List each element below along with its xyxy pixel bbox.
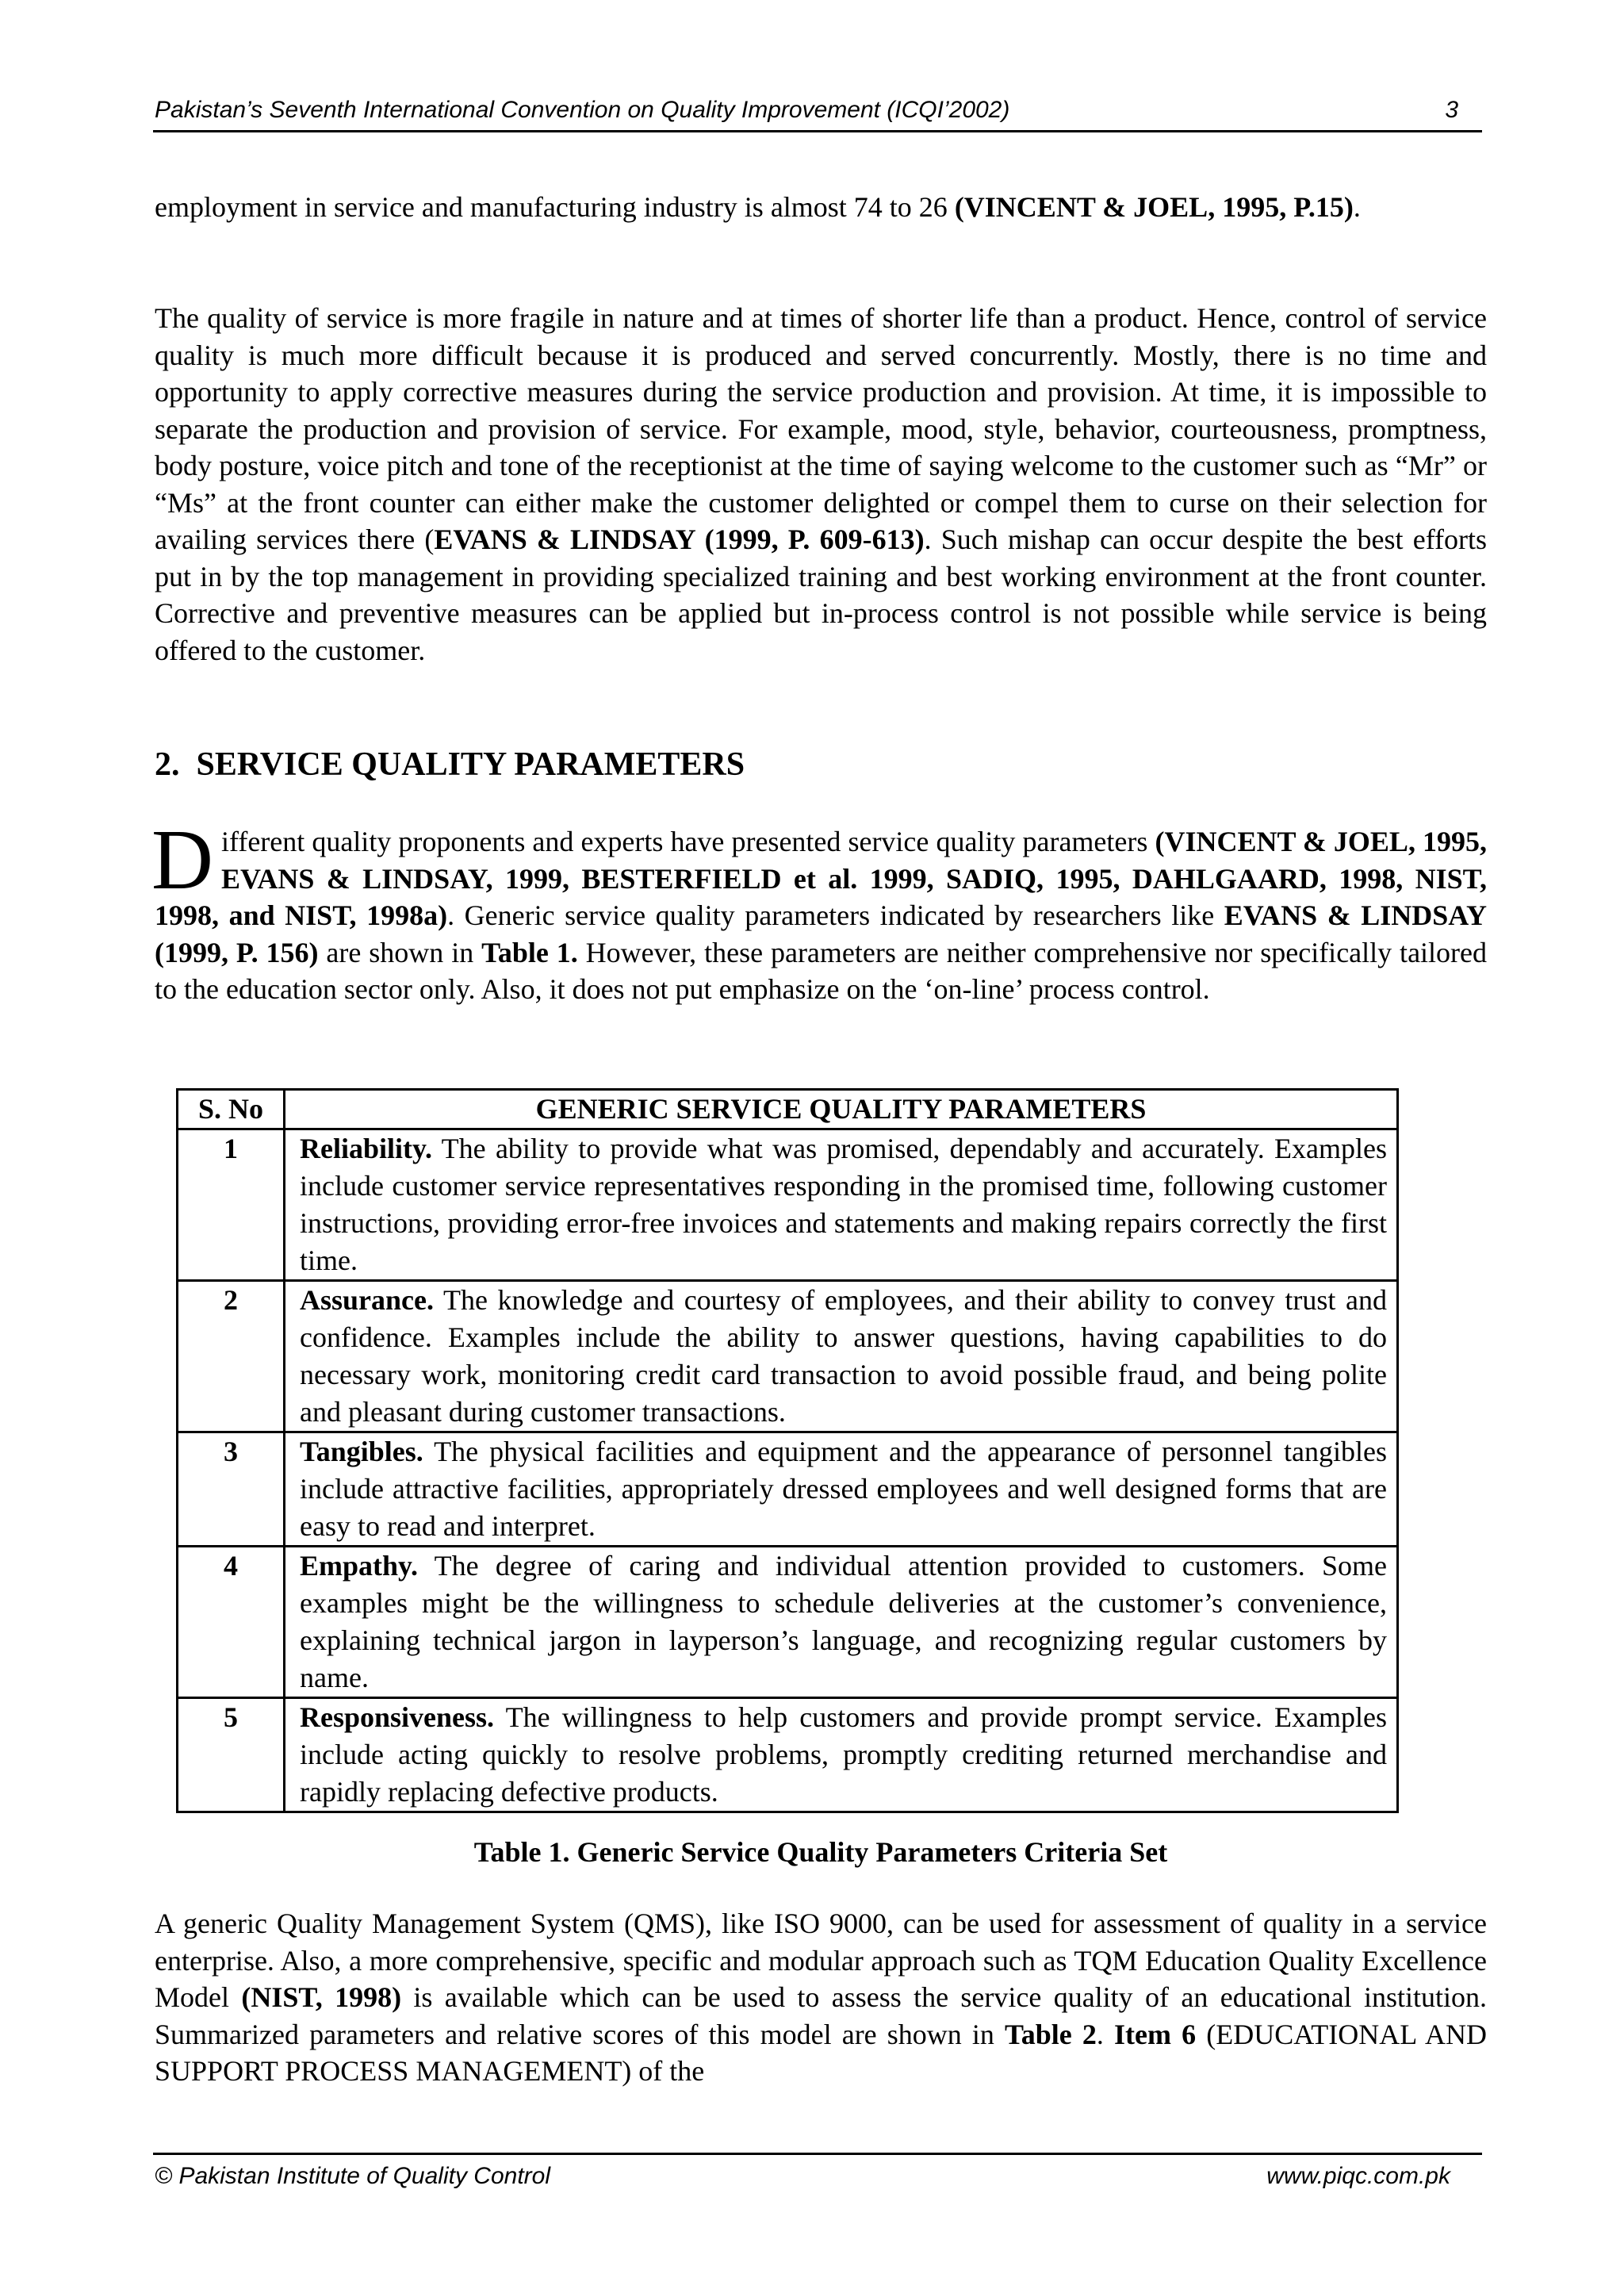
row-description — [285, 1547, 1398, 1698]
para2-citation: EVANS & LINDSAY (1999, P. 609-613) — [434, 523, 925, 555]
para3-citation1: (VINCENT & JOEL, 1995, EVANS & LINDSAY, 1999, BESTERFIELD et al. 1999, SADIQ, 1995, DAHLGAARD, 1998, NIST, 1998, and NIST, 1998a) — [155, 826, 1487, 931]
parameter-text: The willingness to help customers and provide prompt service. Examples include acting quickly to resolve problems, promptly crediting returned merchandise and rapidly replacing defective products. — [300, 1701, 1387, 1808]
para4-item-ref: Item 6 — [1114, 2018, 1197, 2050]
table-row — [178, 1281, 1398, 1432]
qms-paragraph — [155, 1905, 1487, 2090]
table-row — [178, 1432, 1398, 1547]
para2-part2: . Such mishap can occur despite the best efforts put in by the top management in providing specialized training and best working environment at the front counter. Corrective and preventive measures can be applied but in-process control is not possible while service is being offered to the customer. — [155, 523, 1488, 666]
table-row — [178, 1547, 1398, 1698]
parameter-text: The degree of caring and individual attention provided to customers. Some examples might be the willingness to schedule deliveries at the customer’s convenience, explaining technical jargon in layperson’s language, and recognizing regular customers by name. — [300, 1550, 1387, 1693]
row-description — [285, 1129, 1398, 1281]
parameters-paragraph — [151, 813, 1488, 1008]
para3-part4: However, these parameters are neither comprehensive nor specifically tailored to the education sector only. Also, it does not put emphasize on the ‘on-line’ process control. — [155, 936, 1488, 1005]
parameter-term: Assurance. — [300, 1284, 434, 1316]
para3-citation2: EVANS & LINDSAY (1999, P. 156) — [155, 899, 1488, 968]
service-quality-table — [176, 1088, 1399, 1813]
table-row — [178, 1698, 1398, 1812]
service-quality-paragraph — [155, 300, 1487, 669]
para4-part4: (EDUCATIONAL AND SUPPORT PROCESS MANAGEMENT) of the — [155, 2018, 1487, 2087]
parameter-text: The ability to provide what was promised, dependably and accurately. Examples include customer service representatives responding in the promised time, following customer instructions, providing error-free invoices and statements and making repairs correctly the first time. — [300, 1133, 1387, 1276]
parameter-text: The knowledge and courtesy of employees, and their ability to convey trust and confidence. Examples include the ability to answer questions, having capabilities to do necessary work, monitoring credit card transaction to avoid possible fraud, and being polite and pleasant during customer transactions. — [300, 1284, 1387, 1428]
section-number: 2. — [155, 746, 180, 783]
drop-cap: D — [151, 813, 213, 907]
row-number: 1 — [178, 1129, 285, 1281]
table-caption: Table 1. Generic Service Quality Parameters Criteria Set — [473, 1836, 1168, 1868]
page-number: 3 — [1445, 97, 1458, 123]
footer-copyright: © Pakistan Institute of Quality Control — [155, 2163, 550, 2189]
parameter-term: Responsiveness. — [300, 1701, 495, 1733]
intro-text: employment in service and manufacturing industry is almost 74 to 26 — [155, 191, 948, 223]
para2-part1: The quality of service is more fragile in nature and at times of shorter life than a product. Hence, control of service quality is much more difficult because it is produced and served concurrently. Mostly, there is no time and opportunity to apply corrective measures during the service production and provision. At time, it is impossible to separate the production and provision of service. For example, mood, style, behavior, courteousness, promptness, body posture, voice pitch and tone of the receptionist at the time of saying welcome to the customer such as “Mr” or “Ms” at the front counter can either make the customer delighted or compel them to curse on their selection for availing services there ( — [155, 302, 1487, 555]
intro-paragraph — [155, 189, 1487, 226]
parameter-term: Reliability. — [300, 1133, 433, 1164]
running-header — [153, 92, 1482, 132]
para4-table-ref: Table 2 — [1005, 2018, 1097, 2050]
table-row — [178, 1129, 1398, 1281]
intro-citation: (VINCENT & JOEL, 1995, P.15) — [954, 191, 1354, 223]
para3-table-ref: Table 1. — [481, 936, 578, 968]
para4-part1: A generic Quality Management System (QMS), like ISO 9000, can be used for assessment of quality in a service enterprise. Also, a more comprehensive, specific and modular approach such as TQM Education Quality Excellence Model — [155, 1908, 1487, 2013]
row-number: 4 — [178, 1547, 285, 1698]
row-number: 5 — [178, 1698, 285, 1812]
table-header-row — [178, 1090, 1398, 1129]
footer-website: www.piqc.com.pk — [1266, 2163, 1450, 2189]
running-footer — [153, 2153, 1482, 2196]
para4-part3: . — [1096, 2018, 1104, 2050]
row-number: 3 — [178, 1432, 285, 1547]
column-header-parameters: GENERIC SERVICE QUALITY PARAMETERS — [285, 1090, 1398, 1129]
para3-part3: are shown in — [326, 936, 474, 968]
para4-part2: is available which can be used to assess the service quality of an educational institution. Summarized parameters and relative scores of this model are shown in — [155, 1981, 1488, 2050]
para4-citation: (NIST, 1998) — [241, 1981, 402, 2013]
parameter-term: Empathy. — [300, 1550, 419, 1582]
parameter-text: The physical facilities and equipment and the appearance of personnel tangibles include attractive facilities, appropriately dressed employees and well designed forms that are easy to read and interpret. — [300, 1436, 1387, 1542]
intro-end: . — [1353, 191, 1361, 223]
column-header-sno: S. No — [178, 1090, 285, 1129]
parameter-term: Tangibles. — [300, 1436, 423, 1467]
section-title: SERVICE QUALITY PARAMETERS — [196, 746, 745, 783]
row-description — [285, 1698, 1398, 1812]
section-heading — [155, 744, 745, 785]
para3-part2: . Generic service quality parameters indicated by researchers like — [447, 899, 1215, 931]
row-number: 2 — [178, 1281, 285, 1432]
header-title: Pakistan’s Seventh International Convention on Quality Improvement (ICQI’2002) — [155, 97, 1010, 123]
para3-part1: ifferent quality proponents and experts have presented service quality parameters — [221, 826, 1148, 857]
row-description — [285, 1281, 1398, 1432]
row-description — [285, 1432, 1398, 1547]
